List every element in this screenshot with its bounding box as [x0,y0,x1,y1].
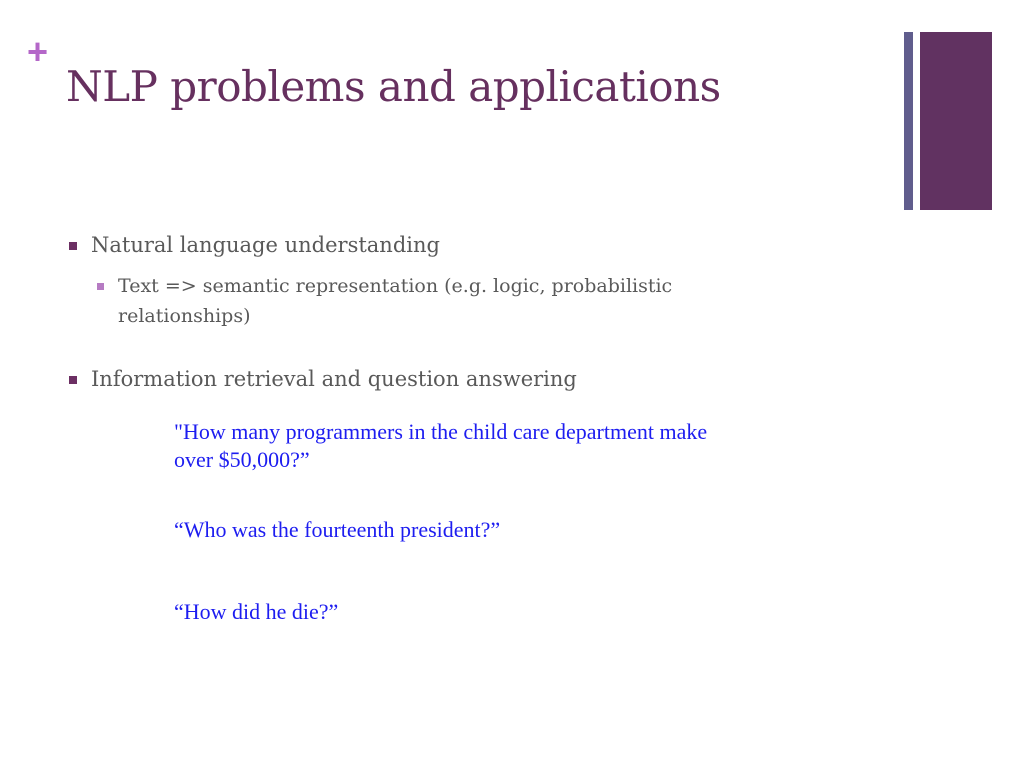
bullet-ir-qa-text: Information retrieval and question answering [91,367,577,391]
slide-title: NLP problems and applications [66,62,721,111]
bullet-square-icon [69,242,77,250]
bullet-square-icon [69,376,77,384]
question-line-1: "How many programmers in the child care department make [174,419,708,444]
question-line-2: over $50,000?” [174,447,310,472]
bullet-nlu-text: Natural language understanding [91,233,440,257]
example-question-programmers [174,418,707,474]
sub-bullet-line-2: relationships) [118,305,251,327]
question-line-1: “Who was the fourteenth president?” [174,517,501,542]
plus-icon: + [27,31,49,72]
bullet-ir-qa [91,367,577,391]
sub-bullet-line-1: Text => semantic representation (e.g. logic, probabilistic [118,275,673,297]
sub-bullet-square-icon [97,283,104,290]
bullet-nlu [91,233,440,257]
decorative-bar-thick [920,32,992,210]
sub-bullet-semantic [118,271,672,331]
decorative-bar-thin [904,32,913,210]
question-line-1: “How did he die?” [174,599,339,624]
example-question-president [174,516,500,544]
example-question-death [174,598,338,626]
